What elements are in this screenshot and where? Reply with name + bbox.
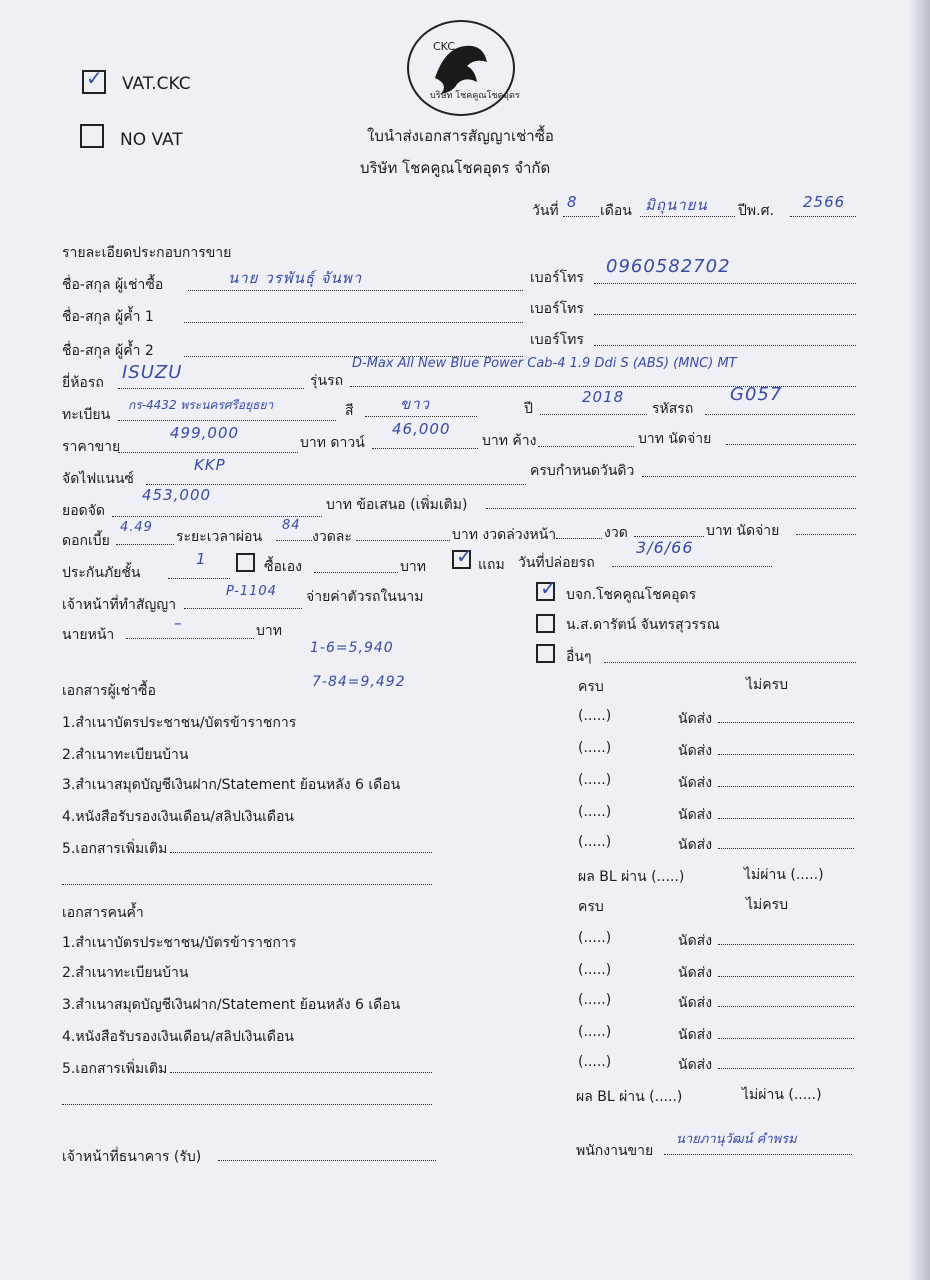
guarantor-doc-2: 2.สำเนาทะเบียนบ้าน (62, 965, 189, 981)
payee2-label: น.ส.ดารัตน์ จันทรสุวรรณ (566, 617, 720, 633)
vat-check-mark: ✓ (86, 66, 103, 90)
novat-label: NO VAT (120, 130, 183, 150)
per-label: งวดละ (312, 529, 352, 545)
renter-col-complete: ครบ (578, 679, 604, 695)
owe-label: บาท ค้าง (482, 433, 537, 449)
page-edge-shadow (908, 0, 930, 1280)
renter-doc-4: 4.หนังสือรับรองเงินเดือน/สลิปเงินเดือน (62, 809, 294, 825)
release-label: วันที่ปล่อยรถ (518, 555, 595, 571)
renter-col-incomplete: ไม่ครบ (746, 677, 789, 693)
price-value: 499,000 (170, 424, 240, 442)
guarantor-appoint-1: นัดส่ง (678, 933, 713, 949)
brand-label: ยี่ห้อรถ (62, 375, 104, 391)
renter-paren-2: (.....) (578, 740, 612, 756)
guarantor-bl-pass: ผล BL ผ่าน (.....) (576, 1089, 683, 1105)
guarantor-col-complete: ครบ (578, 899, 604, 915)
phone3-label: เบอร์โทร (530, 332, 584, 348)
term-label: ระยะเวลาผ่อน (176, 529, 263, 545)
guarantor-paren-4: (.....) (578, 1024, 612, 1040)
payee3-label: อื่นๆ (566, 649, 592, 665)
self-buy-label: ซื้อเอง (264, 559, 302, 575)
renter-doc-1: 1.สำเนาบัตรประชาชน/บัตรข้าราชการ (62, 715, 297, 731)
vat-label: VAT.CKC (122, 74, 191, 94)
guarantor-col-incomplete: ไม่ครบ (746, 897, 789, 913)
guarantor-paren-1: (.....) (578, 930, 612, 946)
renter-appoint-3: นัดส่ง (678, 775, 713, 791)
broker-baht-label: บาท (256, 623, 282, 639)
renter-bl-fail: ไม่ผ่าน (.....) (744, 867, 824, 883)
date-year-value: 2566 (803, 193, 846, 211)
document-title: ใบนำส่งเอกสารสัญญาเช่าซื้อ (367, 127, 554, 145)
year-value: 2018 (582, 388, 625, 406)
baht-label: บาท (400, 559, 426, 575)
sales-label: พนักงานขาย (576, 1143, 654, 1159)
guarantor-paren-2: (.....) (578, 962, 612, 978)
code-value: G057 (730, 384, 783, 405)
officer-value: P-1104 (226, 584, 277, 599)
buyer-label: ชื่อ-สกุล ผู้เช่าซื้อ (62, 277, 164, 293)
date-day-value: 8 (567, 193, 578, 211)
paid-label: บาท นัดจ่าย (638, 431, 712, 447)
guarantor-appoint-3: นัดส่ง (678, 995, 713, 1011)
bank-officer-label: เจ้าหน้าที่ธนาคาร (รับ) (62, 1149, 202, 1165)
broker-value: – (174, 614, 183, 632)
insurance-value: 1 (196, 550, 207, 568)
advance-label: บาท งวดล่วงหน้า (452, 527, 557, 543)
company-name: บริษัท โชคคูณโชคอุดร จำกัด (360, 159, 551, 177)
renter-docs-title: เอกสารผู้เช่าซื้อ (62, 683, 156, 699)
renter-doc-2: 2.สำเนาทะเบียนบ้าน (62, 747, 189, 763)
guarantor-paren-3: (.....) (578, 992, 612, 1008)
plate-label: ทะเบียน (62, 407, 111, 423)
year-label: ปี (524, 401, 533, 417)
finance-label: จัดไฟแนนซ์ (62, 471, 134, 487)
release-value: 3/6/66 (636, 538, 694, 557)
guarantor-bl-fail: ไม่ผ่าน (.....) (742, 1087, 822, 1103)
price-label: ราคาขาย (62, 439, 121, 455)
down-value: 46,000 (392, 420, 451, 438)
free-check-mark: ✓ (456, 544, 473, 568)
installment-label: งวด (604, 525, 628, 541)
brand-value: ISUZU (122, 362, 183, 383)
renter-bl-pass: ผล BL ผ่าน (.....) (578, 869, 685, 885)
novat-checkbox[interactable] (80, 124, 104, 148)
officer-label: เจ้าหน้าที่ทำสัญญา (62, 597, 177, 613)
code-label: รหัสรถ (652, 401, 694, 417)
payee1-label: บจก.โชคคูณโชคอุดร (566, 587, 697, 603)
renter-paren-5: (.....) (578, 834, 612, 850)
insurance-label: ประกันภัยชั้น (62, 565, 141, 581)
guarantor-doc-3: 3.สำเนาสมุดบัญชีเงินฝาก/Statement ย้อนหลัง 6 เดือน (62, 997, 401, 1013)
renter-paren-4: (.....) (578, 804, 612, 820)
buyer-value: นาย วรพันธุ์ จันพา (228, 269, 363, 287)
company-logo (405, 18, 517, 118)
renter-doc-5: 5.เอกสารเพิ่มเติม (62, 841, 168, 857)
guarantor-appoint-2: นัดส่ง (678, 965, 713, 981)
amount-value: 453,000 (142, 486, 212, 504)
plate-value: กร-4432 พระนครศรีอยุธยา (128, 398, 274, 412)
guarantor-paren-5: (.....) (578, 1054, 612, 1070)
amount-label: ยอดจัด (62, 503, 105, 519)
model-value: D-Max All New Blue Power Cab-4 1.9 Ddi S (ABS) (MNC) MT (352, 356, 737, 371)
renter-appoint-1: นัดส่ง (678, 711, 713, 727)
renter-appoint-5: นัดส่ง (678, 837, 713, 853)
phone1-label: เบอร์โทร (530, 270, 584, 286)
renter-appoint-2: นัดส่ง (678, 743, 713, 759)
due-label: ครบกำหนดวันดิว (530, 463, 635, 479)
payee1-check-mark: ✓ (540, 576, 557, 600)
offer-label: บาท ข้อเสนอ (เพิ่มเติม) (326, 497, 468, 513)
color-value: ขาว (400, 395, 431, 413)
guarantor-appoint-4: นัดส่ง (678, 1027, 713, 1043)
guarantor-docs-title: เอกสารคนค้ำ (62, 905, 144, 921)
interest-label: ดอกเบี้ย (62, 533, 110, 549)
logo-caption: บริษัท โชคคูณโชคอุดร (430, 91, 520, 101)
phone1-value: 0960582702 (606, 256, 731, 277)
date-year-label: ปีพ.ศ. (738, 203, 774, 219)
sales-value: นายภานุวัฒน์ คำพรม (676, 1132, 797, 1147)
interest-value: 4.49 (120, 520, 153, 535)
guarantor2-label: ชื่อ-สกุล ผู้ค้ำ 2 (62, 343, 154, 359)
sale-section-title: รายละเอียดประกอบการขาย (62, 245, 232, 261)
date-month-value: มิถุนายน (645, 196, 708, 214)
guarantor1-label: ชื่อ-สกุล ผู้ค้ำ 1 (62, 309, 154, 325)
guarantor-doc-1: 1.สำเนาบัตรประชาชน/บัตรข้าราชการ (62, 935, 297, 951)
broker-label: นายหน้า (62, 627, 115, 643)
term-value: 84 (282, 518, 301, 533)
self-buy-checkbox[interactable] (236, 553, 255, 572)
free-label: แถม (478, 557, 505, 573)
date-day-label: วันที่ (532, 203, 559, 219)
down-label: บาท ดาวน์ (300, 435, 365, 451)
payee2-checkbox[interactable] (536, 614, 555, 633)
payee3-checkbox[interactable] (536, 644, 555, 663)
model-label: รุ่นรถ (310, 373, 344, 389)
guarantor-appoint-5: นัดส่ง (678, 1057, 713, 1073)
guarantor-doc-4: 4.หนังสือรับรองเงินเดือน/สลิปเงินเดือน (62, 1029, 294, 1045)
renter-doc-3: 3.สำเนาสมุดบัญชีเงินฝาก/Statement ย้อนหลัง 6 เดือน (62, 777, 401, 793)
pay-label: บาท นัดจ่าย (706, 523, 780, 539)
finance-value: KKP (194, 456, 226, 474)
renter-paren-1: (.....) (578, 708, 612, 724)
phone2-label: เบอร์โทร (530, 301, 584, 317)
note-2: 7-84=9,492 (312, 674, 406, 690)
logo-text: CKC (433, 40, 455, 53)
date-month-label: เดือน (600, 203, 632, 219)
note-1: 1-6=5,940 (310, 640, 394, 656)
renter-appoint-4: นัดส่ง (678, 807, 713, 823)
renter-paren-3: (.....) (578, 772, 612, 788)
pay-name-label: จ่ายค่าตัวรถในนาม (306, 589, 424, 605)
color-label: สี (345, 403, 354, 419)
guarantor-doc-5: 5.เอกสารเพิ่มเติม (62, 1061, 168, 1077)
